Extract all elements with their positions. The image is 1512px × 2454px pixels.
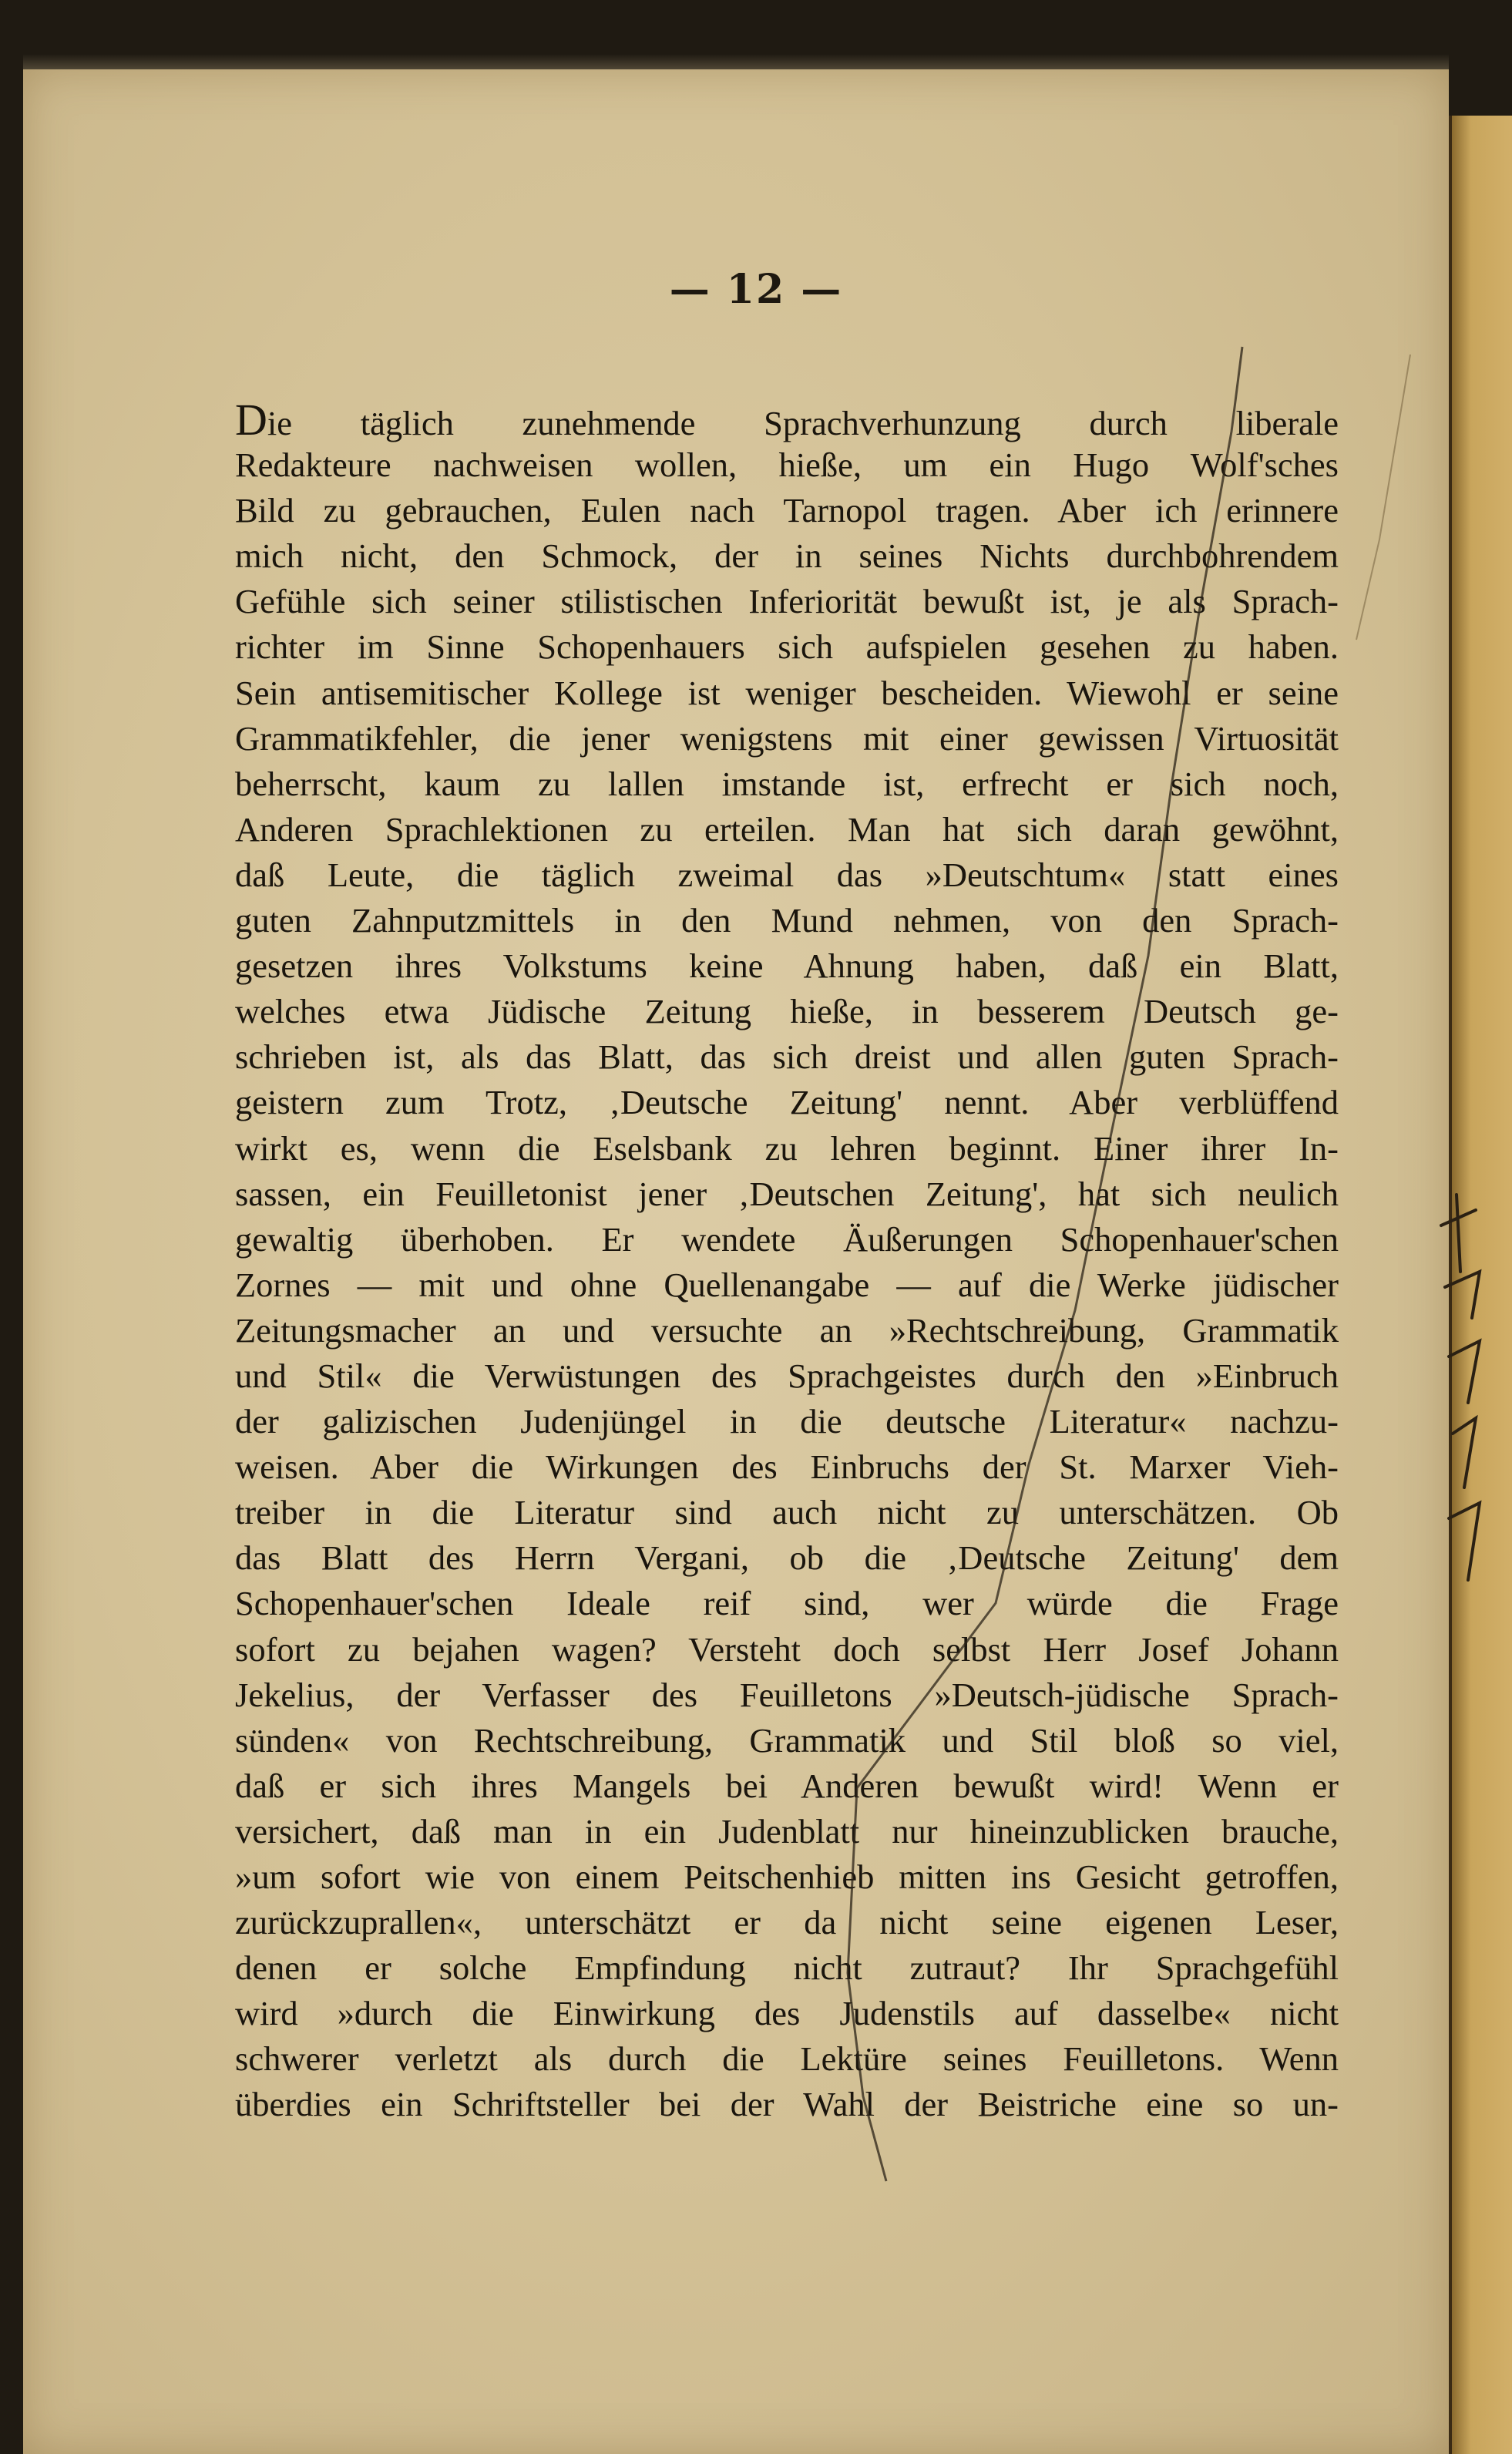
text-line: Zeitungsmacher an und versuchte an »Rechtschreibung, Grammatik bbox=[235, 1310, 1339, 1350]
text-line: sünden« von Rechtschreibung, Grammatik und Stil bloß so viel, bbox=[235, 1720, 1339, 1760]
text-line: beherrscht, kaum zu lallen imstande ist, erfrecht er sich noch, bbox=[235, 764, 1339, 803]
text-line: schrieben ist, als das Blatt, das sich dreist und allen guten Sprach- bbox=[235, 1037, 1339, 1077]
text-line: sassen, ein Feuilletonist jener ‚Deutschen Zeitung', hat sich neulich bbox=[235, 1174, 1339, 1213]
drop-initial: D bbox=[235, 395, 267, 445]
text-line: der galizischen Judenjüngel in die deutsche Literatur« nachzu- bbox=[235, 1402, 1339, 1441]
text-line: treiber in die Literatur sind auch nicht zu unterschätzen. Ob bbox=[235, 1493, 1339, 1532]
page-number: — 12 — bbox=[669, 266, 843, 313]
text-line: Jekelius, der Verfasser des Feuilletons »Deutsch-jüdische Sprach- bbox=[235, 1675, 1339, 1714]
line-text: ie täglich zunehmende Sprachverhunzung durch liberale bbox=[267, 404, 1339, 442]
text-line: Bild zu gebrauchen, Eulen nach Tarnopol tragen. Aber ich erinnere bbox=[235, 491, 1339, 530]
text-line: Sein antisemitischer Kollege ist weniger bescheiden. Wiewohl er seine bbox=[235, 673, 1339, 712]
text-line: und Stil« die Verwüstungen des Sprachgeistes durch den »Einbruch bbox=[235, 1356, 1339, 1395]
text-line: denen er solche Empfindung nicht zutraut? Ihr Sprachgefühl bbox=[235, 1948, 1339, 1988]
text-line: gesetzen ihres Volkstums keine Ahnung haben, daß ein Blatt, bbox=[235, 946, 1339, 986]
text-line: Gefühle sich seiner stilistischen Inferiorität bewußt ist, je als Sprach- bbox=[235, 582, 1339, 621]
text-line-1 bbox=[235, 395, 1339, 445]
text-line: schwerer verletzt als durch die Lektüre seines Feuilletons. Wenn bbox=[235, 2039, 1339, 2079]
text-line: guten Zahnputzmittels in den Mund nehmen, von den Sprach- bbox=[235, 901, 1339, 940]
text-line: welches etwa Jüdische Zeitung hieße, in besserem Deutsch ge- bbox=[235, 992, 1339, 1031]
text-line: Schopenhauer'schen Ideale reif sind, wer würde die Frage bbox=[235, 1584, 1339, 1623]
text-line: »um sofort wie von einem Peitschenhieb mitten ins Gesicht getroffen, bbox=[235, 1857, 1339, 1896]
text-line: Grammatikfehler, die jener wenigstens mit einer gewissen Virtuosität bbox=[235, 718, 1339, 758]
text-line: gewaltig überhoben. Er wendete Äußerungen Schopenhauer'schen bbox=[235, 1219, 1339, 1259]
text-line: daß Leute, die täglich zweimal das »Deutschtum« statt eines bbox=[235, 855, 1339, 894]
text-line: daß er sich ihres Mangels bei Anderen bewußt wird! Wenn er bbox=[235, 1766, 1339, 1805]
text-line: mich nicht, den Schmock, der in seines Nichts durchbohrendem bbox=[235, 536, 1339, 576]
text-line: Zornes — mit und ohne Quellenangabe — auf die Werke jüdischer bbox=[235, 1265, 1339, 1304]
text-line: geistern zum Trotz, ‚Deutsche Zeitung' nennt. Aber verblüffend bbox=[235, 1083, 1339, 1122]
text-line: wirkt es, wenn die Eselsbank zu lehren beginnt. Einer ihrer In- bbox=[235, 1128, 1339, 1168]
text-line: Anderen Sprachlektionen zu erteilen. Man hat sich daran gewöhnt, bbox=[235, 809, 1339, 849]
text-line: zurückzuprallen«, unterschätzt er da nicht seine eigenen Leser, bbox=[235, 1903, 1339, 1942]
text-line: wird »durch die Einwirkung des Judenstils auf dasselbe« nicht bbox=[235, 1994, 1339, 2033]
text-line: überdies ein Schriftsteller bei der Wahl der Beistriche eine so un- bbox=[235, 2085, 1339, 2124]
text-line: sofort zu bejahen wagen? Versteht doch selbst Herr Josef Johann bbox=[235, 1629, 1339, 1669]
text-line: richter im Sinne Schopenhauers sich aufspielen gesehen zu haben. bbox=[235, 627, 1339, 667]
text-line: weisen. Aber die Wirkungen des Einbruchs der St. Marxer Vieh- bbox=[235, 1447, 1339, 1487]
adjacent-page-edge bbox=[1449, 116, 1512, 2454]
text-line: das Blatt des Herrn Vergani, ob die ‚Deutsche Zeitung' dem bbox=[235, 1538, 1339, 1578]
text-line: versichert, daß man in ein Judenblatt nur hineinzublicken brauche, bbox=[235, 1811, 1339, 1851]
body-paragraph bbox=[235, 397, 1339, 2128]
text-line: Redakteure nachweisen wollen, hieße, um ein Hugo Wolf'sches bbox=[235, 445, 1339, 485]
